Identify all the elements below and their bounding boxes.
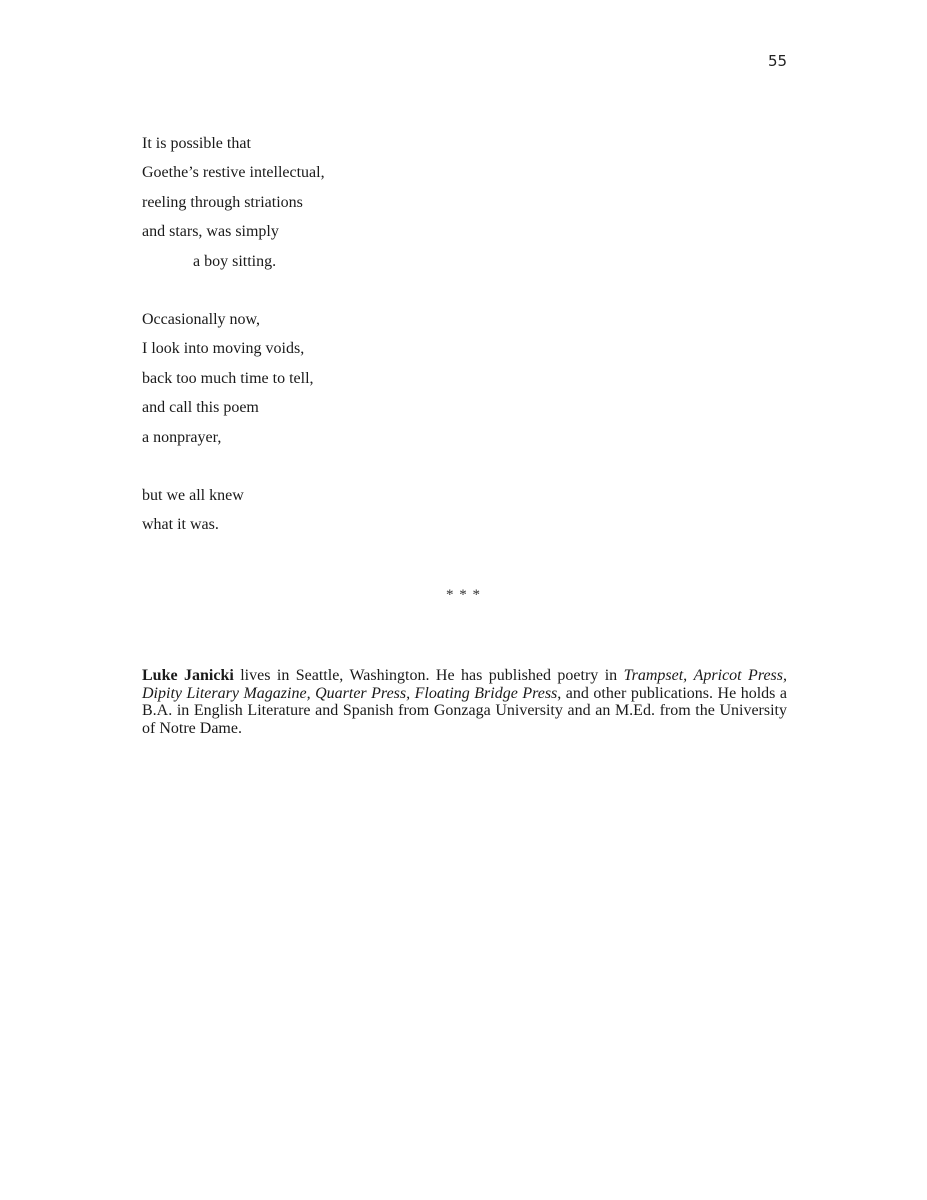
poem-line: Occasionally now,	[142, 310, 261, 328]
poem	[142, 129, 325, 569]
poem-stanza	[142, 305, 325, 452]
poem-line: back too much time to tell,	[142, 369, 314, 387]
page-number: 55	[768, 52, 788, 70]
poem-stanza	[142, 481, 325, 540]
publication-name: Quarter Press,	[315, 684, 411, 702]
poem-line: a nonprayer,	[142, 428, 222, 446]
section-separator: * * *	[446, 587, 481, 603]
poem-line: and call this poem	[142, 399, 259, 417]
publication-name: Dipity Literary Magazine,	[142, 684, 311, 702]
poem-stanza	[142, 129, 325, 276]
poem-line: It is possible that	[142, 135, 251, 152]
bio-text: lives in Seattle, Washington. He has published poetry in	[233, 667, 624, 684]
poem-line: reeling through striations	[142, 193, 303, 211]
author-name: Luke Janicki	[142, 667, 234, 684]
poem-line: I look into moving voids,	[142, 340, 305, 358]
poem-line-indented: a boy sitting.	[193, 252, 277, 270]
publication-name: Floating Bridge Press	[414, 684, 558, 702]
author-bio	[142, 667, 787, 737]
poem-line: but we all knew	[142, 486, 244, 504]
poem-line: Goethe’s restive intellectual,	[142, 164, 325, 182]
publication-name: Trampset,	[623, 667, 688, 684]
bio-text: , and other publications. He holds a B.A. in English Literature and Spanish from Gonzaga University and an M.Ed. from the University of Notre Dame.	[142, 684, 788, 737]
publication-name: Apricot Press,	[693, 667, 788, 684]
poem-line: and stars, was simply	[142, 223, 279, 241]
poem-line: what it was.	[142, 516, 219, 534]
